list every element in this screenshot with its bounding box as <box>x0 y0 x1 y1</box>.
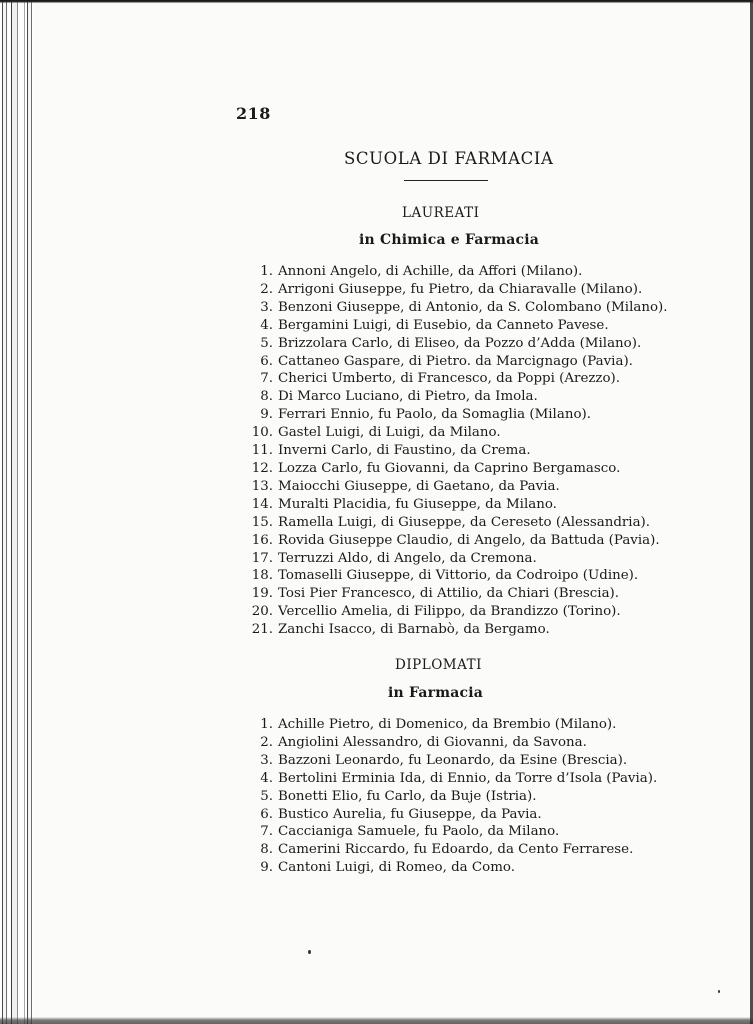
entry-number: 14. <box>251 496 273 512</box>
entry-text: Bazzoni Leonardo, fu Leonardo, da Esine (Brescia). <box>278 752 628 768</box>
entry-text: Di Marco Luciano, di Pietro, da Imola. <box>278 389 538 405</box>
entry-text: Camerini Riccardo, fu Edoardo, da Cento Ferrarese. <box>278 842 634 858</box>
scan-speck <box>718 990 720 993</box>
list-item <box>240 281 668 299</box>
section-heading-laureati: LAUREATI <box>402 205 480 221</box>
scan-bottom-edge <box>0 1017 753 1024</box>
entry-number: 7. <box>260 371 273 387</box>
list-item <box>240 424 668 442</box>
entry-number: 11. <box>251 443 273 459</box>
diplomati-list <box>240 716 657 877</box>
list-item <box>240 406 668 424</box>
entry-number: 1. <box>260 264 273 279</box>
list-item <box>240 442 668 460</box>
entry-text: Cantoni Luigi, di Romeo, da Como. <box>278 860 515 876</box>
entry-text: Cherici Umberto, di Francesco, da Poppi (Arezzo). <box>278 371 621 387</box>
laureati-list <box>240 263 668 639</box>
entry-text: Ramella Luigi, di Giuseppe, da Cereseto (Alessandria). <box>278 514 651 530</box>
list-item <box>240 335 668 353</box>
entry-text: Brizzolara Carlo, di Eliseo, da Pozzo d’Adda (Milano). <box>278 335 642 351</box>
entry-number: 16. <box>251 532 273 548</box>
list-item <box>240 478 668 496</box>
entry-number: 8. <box>260 842 273 858</box>
entry-text: Tomaselli Giuseppe, di Vittorio, da Codroipo (Udine). <box>278 568 639 584</box>
entry-text: Zanchi Isacco, di Barnabò, da Bergamo. <box>278 622 550 638</box>
entry-number: 3. <box>260 299 273 315</box>
entry-number: 6. <box>260 806 273 822</box>
page-number: 218 <box>236 104 271 123</box>
entry-number: 5. <box>260 788 273 804</box>
entry-text: Cattaneo Gaspare, di Pietro. da Marcignago (Pavia). <box>278 353 633 369</box>
title-divider <box>404 180 488 181</box>
entry-text: Arrigoni Giuseppe, fu Pietro, da Chiaravalle (Milano). <box>278 281 643 297</box>
section-subheading-farmacia: in Farmacia <box>388 685 483 701</box>
entry-text: Rovida Giuseppe Claudio, di Angelo, da Battuda (Pavia). <box>278 532 660 548</box>
page-title: SCUOLA DI FARMACIA <box>344 149 554 168</box>
entry-text: Maiocchi Giuseppe, di Gaetano, da Pavia. <box>278 478 560 494</box>
list-item <box>240 299 668 317</box>
entry-text: Lozza Carlo, fu Giovanni, da Caprino Bergamasco. <box>278 460 621 476</box>
scanned-book-spine <box>0 0 34 1024</box>
entry-number: 2. <box>260 734 273 750</box>
entry-text: Inverni Carlo, di Faustino, da Crema. <box>278 443 531 459</box>
entry-text: Gastel Luigi, di Luigi, da Milano. <box>278 425 501 441</box>
entry-number: 20. <box>251 604 273 620</box>
entry-number: 4. <box>260 317 273 333</box>
list-item <box>240 317 668 335</box>
list-item <box>240 585 668 603</box>
entry-text: Terruzzi Aldo, di Angelo, da Cremona. <box>278 550 537 566</box>
entry-text: Caccianiga Samuele, fu Paolo, da Milano. <box>278 824 560 840</box>
entry-text: Tosi Pier Francesco, di Attilio, da Chiari (Brescia). <box>278 586 620 602</box>
list-item <box>240 388 668 406</box>
entry-number: 19. <box>251 586 273 602</box>
entry-number: 4. <box>260 770 273 786</box>
entry-text: Benzoni Giuseppe, di Antonio, da S. Colombano (Milano). <box>278 299 668 315</box>
entry-number: 12. <box>251 460 273 476</box>
scan-speck <box>308 950 311 954</box>
entry-text: Ferrari Ennio, fu Paolo, da Somaglia (Milano). <box>278 407 591 423</box>
section-subheading-chimica-farmacia: in Chimica e Farmacia <box>359 232 540 248</box>
entry-number: 2. <box>260 281 273 297</box>
list-item <box>240 460 668 478</box>
list-item <box>240 353 668 371</box>
entry-number: 6. <box>260 353 273 369</box>
entry-text: Angiolini Alessandro, di Giovanni, da Savona. <box>278 734 587 750</box>
list-item <box>240 752 657 770</box>
entry-text: Annoni Angelo, di Achille, da Affori (Milano). <box>278 264 583 279</box>
list-item <box>240 550 668 568</box>
list-item <box>240 716 657 734</box>
list-item <box>240 841 657 859</box>
list-item <box>240 621 668 639</box>
list-item <box>240 806 657 824</box>
list-item <box>240 496 668 514</box>
entry-number: 17. <box>251 550 273 566</box>
list-item <box>240 734 657 752</box>
entry-text: Bertolini Erminia Ida, di Ennio, da Torre d’Isola (Pavia). <box>278 770 658 786</box>
entry-text: Bonetti Elio, fu Carlo, da Buje (Istria). <box>278 788 537 804</box>
list-item <box>240 514 668 532</box>
entry-text: Vercellio Amelia, di Filippo, da Brandizzo (Torino). <box>278 604 621 620</box>
entry-text: Achille Pietro, di Domenico, da Brembio (Milano). <box>278 717 617 732</box>
entry-text: Bustico Aurelia, fu Giuseppe, da Pavia. <box>278 806 542 822</box>
entry-text: Muralti Placidia, fu Giuseppe, da Milano. <box>278 496 557 512</box>
list-item <box>240 823 657 841</box>
list-item <box>240 567 668 585</box>
list-item <box>240 532 668 550</box>
entry-number: 9. <box>260 407 273 423</box>
entry-number: 13. <box>251 478 273 494</box>
list-item <box>240 603 668 621</box>
entry-number: 7. <box>260 824 273 840</box>
list-item <box>240 788 657 806</box>
entry-number: 10. <box>251 425 273 441</box>
entry-number: 15. <box>251 514 273 530</box>
entry-text: Bergamini Luigi, di Eusebio, da Canneto Pavese. <box>278 317 609 333</box>
section-heading-diplomati: DIPLOMATI <box>395 657 482 673</box>
list-item <box>240 770 657 788</box>
entry-number: 3. <box>260 752 273 768</box>
entry-number: 21. <box>251 622 273 638</box>
entry-number: 5. <box>260 335 273 351</box>
list-item <box>240 370 668 388</box>
list-item <box>240 859 657 877</box>
entry-number: 9. <box>260 860 273 876</box>
scan-top-edge <box>0 0 753 3</box>
entry-number: 8. <box>260 389 273 405</box>
entry-number: 18. <box>251 568 273 584</box>
entry-number: 1. <box>260 717 273 732</box>
list-item <box>240 263 668 281</box>
